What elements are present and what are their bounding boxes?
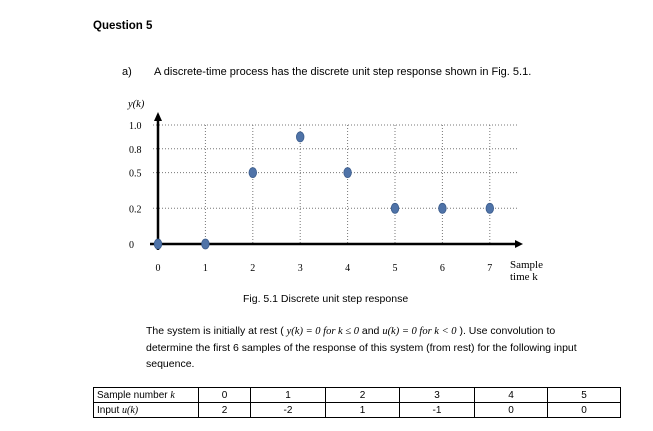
data-point	[202, 239, 210, 249]
table-cell: 3	[400, 388, 475, 403]
table-cell: 4	[475, 388, 548, 403]
input-sequence-table	[93, 387, 621, 418]
x-axis-label: Sample	[510, 259, 543, 271]
x-tick-label: 5	[392, 263, 398, 274]
table-cell: -2	[251, 403, 326, 418]
row-header-input: Input u(k)	[94, 403, 199, 418]
x-tick-label: 6	[439, 263, 445, 274]
table-cell: 1	[251, 388, 326, 403]
table-cell: 0	[548, 403, 621, 418]
data-point	[154, 239, 162, 249]
table-cell: -1	[400, 403, 475, 418]
x-tick-label: 1	[202, 263, 208, 274]
y-axis-arrowhead	[154, 112, 162, 121]
question-intro: A discrete-time process has the discrete unit step response shown in Fig. 5.1.	[154, 66, 532, 78]
y-tick-label: 0.5	[129, 168, 142, 180]
question-title: Question 5	[93, 20, 153, 32]
x-axis-label: time k	[510, 271, 538, 283]
table-row-input	[94, 403, 621, 418]
table-cell: 0	[199, 388, 251, 403]
y-tick-label: 0.8	[129, 144, 142, 156]
para-text-3: ). Use convolution to determine the first 6 samples of the response of this system (from rest) for the following input sequence.	[146, 325, 577, 370]
y-tick-label: 0.2	[129, 204, 142, 216]
y-tick-label: 1.0	[129, 121, 142, 132]
x-tick-label: 0	[155, 263, 161, 274]
para-text-1: The system is initially at rest (	[146, 325, 287, 337]
y-tick-label: 0	[129, 240, 134, 251]
data-point	[391, 203, 399, 213]
x-tick-label: 4	[345, 263, 351, 274]
table-cell: 2	[199, 403, 251, 418]
data-point	[249, 168, 257, 178]
table-cell: 1	[326, 403, 400, 418]
table-cell: 0	[475, 403, 548, 418]
data-point	[486, 203, 494, 213]
row-header-sample: Sample number k	[94, 388, 199, 403]
table-row-sample	[94, 388, 621, 403]
x-axis-arrowhead	[515, 240, 523, 248]
x-tick-label: 3	[297, 263, 303, 274]
data-point	[296, 132, 304, 142]
data-point	[344, 168, 352, 178]
x-tick-label: 2	[250, 263, 256, 274]
y-axis-label: y(k)	[128, 99, 145, 110]
table-cell: 5	[548, 388, 621, 403]
figure-caption: Fig. 5.1 Discrete unit step response	[243, 293, 409, 305]
para-math-2: u(k) = 0 for k < 0	[382, 326, 457, 337]
problem-paragraph	[146, 323, 586, 372]
data-point	[439, 203, 447, 213]
para-math-1: y(k) = 0 for k ≤ 0	[286, 326, 359, 337]
part-label: a)	[122, 66, 132, 78]
para-text-2: and	[358, 325, 383, 337]
x-tick-label: 7	[487, 263, 493, 274]
table-cell: 2	[326, 388, 400, 403]
